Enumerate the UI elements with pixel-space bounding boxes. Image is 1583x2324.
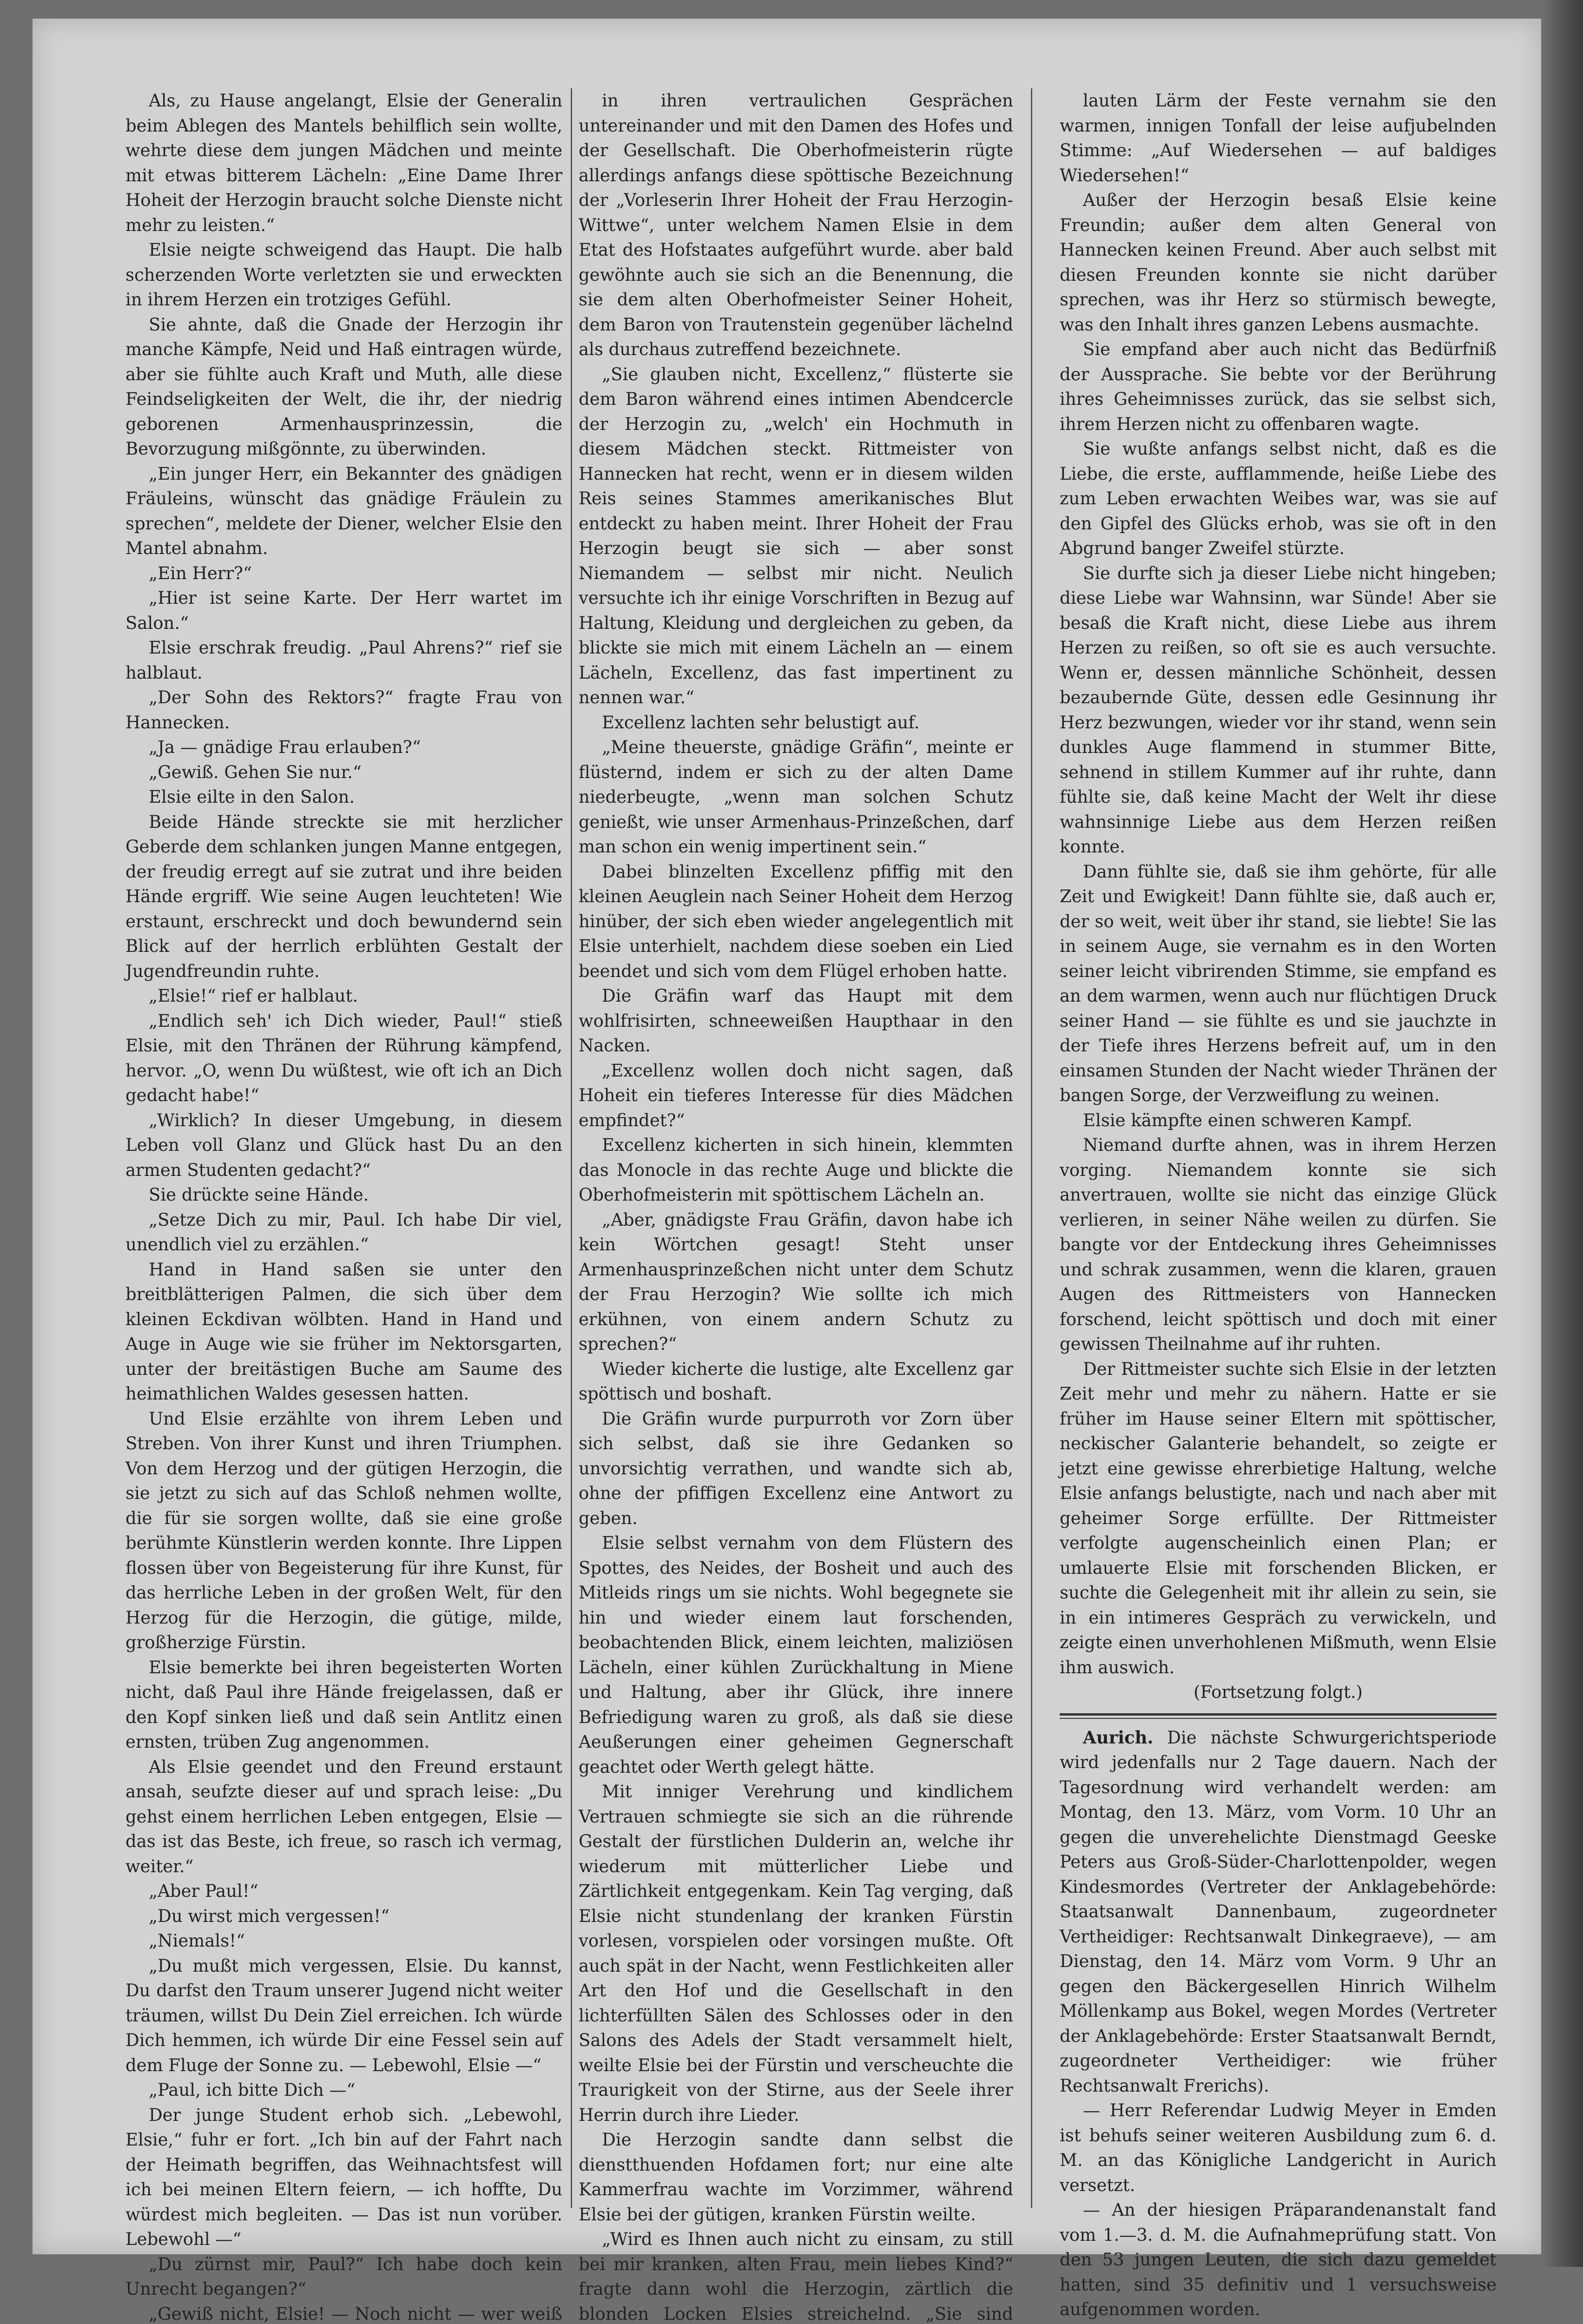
paragraph: „Du zürnst mir, Paul?“ Ich habe doch kein Unrecht begangen?“ bbox=[125, 2252, 562, 2302]
news-items bbox=[1060, 2098, 1497, 2324]
paragraph: Elsie eilte in den Salon. bbox=[125, 785, 562, 810]
paragraph: „Aber, gnädigste Frau Gräfin, davon habe ich kein Wörtchen gesagt! Steht unser Armenhausprinzeßchen nicht unter dem Schutz der Frau Herzogin? Wie sollte ich mich erkühnen, von einem andern Schutz zu sprechen?“ bbox=[579, 1208, 1013, 1357]
paragraph: Hand in Hand saßen sie unter den breitblätterigen Palmen, die sich über dem kleinen Eckdivan wölbten. Hand in Hand und Auge in Auge wie sie früher im Nektorsgarten, unter der breitästigen Buche am Saume des heimathlichen Waldes gesessen hatten. bbox=[125, 1257, 562, 1406]
paragraph: Beide Hände streckte sie mit herzlicher Geberde dem schlanken jungen Manne entgegen, der freudig erregt auf sie zutrat und ihre beiden Hände ergriff. Wie seine Augen leuchteten! Wie erstaunt, erschreckt und doch bewundernd sein Blick auf der herrlich erblühten Gestalt der Jugendfreundin ruhte. bbox=[125, 810, 562, 984]
paragraph: Sie drückte seine Hände. bbox=[125, 1182, 562, 1208]
paragraph: Sie ahnte, daß die Gnade der Herzogin ihr manche Kämpfe, Neid und Haß eintragen würde, aber sie fühlte auch Kraft und Muth, alle diese Feindseligkeiten der Welt, die ihr, der niedrig geborenen Armenhausprinzessin, die Bevorzugung mißgönnte, zu überwinden. bbox=[125, 312, 562, 462]
paragraph: Die Gräfin wurde purpurroth vor Zorn über sich selbst, daß sie ihre Gedanken so unvorsichtig verrathen, und wandte sich ab, ohne der pfiffigen Excellenz eine Antwort zu geben. bbox=[579, 1406, 1013, 1531]
paragraph: Als, zu Hause angelangt, Elsie der Generalin beim Ablegen des Mantels behilflich sein wollte, wehrte diese dem jungen Mädchen und meinte mit etwas bitterem Lächeln: „Eine Dame Ihrer Hoheit der Herzogin braucht solche Dienste nicht mehr zu leisten.“ bbox=[125, 88, 562, 238]
news-item-text: Die nächste Schwurgerichtsperiode wird jedenfalls nur 2 Tage dauern. Nach der Tagesordnung wird verhandelt werden: am Montag, den 13. März, vom Vorm. 10 Uhr an gegen die unverehelichte Dienstmagd Geeske Peters aus Groß-Süder-Charlottenpolder, wegen Kindesmordes (Vertreter der Anklagebehörde: Staatsanwalt Dannenbaum, zugeordneter Vertheidiger: Rechtsanwalt Dinkegraeve), — am Dienstag, den 14. März vom Vorm. 9 Uhr an gegen den Bäckergesellen Hinrich Wilhelm Möllenkamp aus Bokel, wegen Mordes (Vertreter der Anklagebehörde: Erster Staatsanwalt Berndt, zugeordneter Vertheidiger: wie früher Rechtsanwalt Frerichs). bbox=[1060, 1728, 1497, 2096]
paragraph: „Endlich seh' ich Dich wieder, Paul!“ stieß Elsie, mit den Thränen der Rührung kämpfend, hervor. „O, wenn Du wüßtest, wie oft ich an Dich gedacht habe!“ bbox=[125, 1009, 562, 1108]
paragraph: Außer der Herzogin besaß Elsie keine Freundin; außer dem alten General von Hannecken keinen Freund. Aber auch selbst mit diesen Freunden konnte sie nicht darüber sprechen, was ihr Herz so stürmisch bewegte, was den Inhalt ihres ganzen Lebens ausmachte. bbox=[1060, 188, 1497, 337]
paragraph: Elsie neigte schweigend das Haupt. Die halb scherzenden Worte verletzten sie und erweckten in ihrem Herzen ein trotziges Gefühl. bbox=[125, 238, 562, 312]
paragraph: „Setze Dich zu mir, Paul. Ich habe Dir viel, unendlich viel zu erzählen.“ bbox=[125, 1208, 562, 1257]
paragraph: Elsie kämpfte einen schweren Kampf. bbox=[1060, 1108, 1497, 1133]
page-edge-shadow bbox=[1541, 0, 1583, 2267]
serial-story-part-4 bbox=[1060, 88, 1497, 1680]
paragraph: Und Elsie erzählte von ihrem Leben und Streben. Von ihrer Kunst und ihren Triumphen. Von dem Herzog und der gütigen Herzogin, die sie jetzt zu sich auf das Schloß nehmen wollte, die für sie sorgen wollte, daß sie eine große berühmte Künstlerin werden konnte. Ihre Lippen flossen über von Begeisterung für ihre Kunst, für das herrliche Leben in der großen Welt, für den Herzog für die Herzogin, die gütige, milde, großherzige Fürstin. bbox=[125, 1406, 562, 1655]
paragraph: „Sie glauben nicht, Excellenz,“ flüsterte sie dem Baron während eines intimen Abendcercle der Herzogin zu, „welch' ein Hochmuth in diesem Mädchen steckt. Rittmeister von Hannecken hat recht, wenn er in diesem wilden Reis seines Stammes amerikanisches Blut entdeckt zu haben meint. Ihrer Hoheit der Frau Herzogin beugt sie sich — aber sonst Niemandem — selbst mir nicht. Neulich versuchte ich ihr einige Vorschriften in Bezug auf Haltung, Kleidung und dergleichen zu geben, da blickte sie mich mit einem Lächeln an — einem Lächeln, Excellenz, das fast impertinent zu nennen war.“ bbox=[579, 362, 1013, 710]
news-place: Aurich. bbox=[1083, 1727, 1153, 1748]
news-item: — Herr Referendar Ludwig Meyer in Emden ist behufs seiner weiteren Ausbildung zum 6. d. M. an das Königliche Landgericht in Aurich versetzt. bbox=[1060, 2098, 1497, 2198]
paragraph: „Ein Herr?“ bbox=[125, 561, 562, 586]
paragraph: Sie durfte sich ja dieser Liebe nicht hingeben; diese Liebe war Wahnsinn, war Sünde! Aber sie besaß die Kraft nicht, diese Liebe aus ihrem Herzen zu reißen, so oft sie es auch versuchte. Wenn er, dessen männliche Schönheit, dessen bezaubernde Güte, dessen edle Gesinnung ihr Herz bezwungen, wieder vor ihr stand, wenn sein dunkles Auge flammend in stummer Bitte, sehnend in stillem Kummer auf ihr ruhte, dann fühlte sie, daß keine Macht der Welt ihr diese wahnsinnige Liebe aus dem Herzen reißen konnte. bbox=[1060, 561, 1497, 859]
paragraph: Die Herzogin sandte dann selbst die dienstthuenden Hofdamen fort; nur eine alte Kammerfrau wachte im Vorzimmer, während Elsie bei der gütigen, kranken Fürstin weilte. bbox=[579, 2127, 1013, 2227]
paragraph: „Paul, ich bitte Dich —“ bbox=[125, 2078, 562, 2103]
paragraph: Die Gräfin warf das Haupt mit dem wohlfrisirten, schneeweißen Haupthaar in den Nacken. bbox=[579, 984, 1013, 1058]
serial-story-part-1 bbox=[125, 88, 562, 2324]
paragraph: „Wirklich? In dieser Umgebung, in diesem Leben voll Glanz und Glück hast Du an den armen Studenten gedacht?“ bbox=[125, 1108, 562, 1183]
column-rule-1 bbox=[571, 88, 572, 2208]
paragraph: „Gewiß. Gehen Sie nur.“ bbox=[125, 760, 562, 785]
paragraph: „Ein junger Herr, ein Bekannter des gnädigen Fräuleins, wünscht das gnädige Fräulein zu sprechen“, meldete der Diener, welcher Elsie den Mantel abnahm. bbox=[125, 462, 562, 561]
paragraph: Der Rittmeister suchte sich Elsie in der letzten Zeit mehr und mehr zu nähern. Hatte er sie früher im Hause seiner Eltern mit spöttischer, neckischer Galanterie behandelt, so zeigte er jetzt eine gewisse ehrerbietige Haltung, welche Elsie anfangs belustigte, nach und nach aber mit geheimer Sorge erfüllte. Der Rittmeister verfolgte augenscheinlich einen Plan; er umlauerte Elsie mit forschenden Blicken, er suchte die Gelegenheit mit ihr allein zu sein, sie in ein intimeres Gespräch zu verwickeln, und zeigte einen unverhohlenen Mißmuth, wenn Elsie ihm auswich. bbox=[1060, 1357, 1497, 1680]
news-item bbox=[1060, 2322, 1497, 2324]
continued-note: (Fortsetzung folgt.) bbox=[1060, 1680, 1497, 1705]
paragraph: „Du wirst mich vergessen!“ bbox=[125, 1904, 562, 1929]
paragraph: Wieder kicherte die lustige, alte Excellenz gar spöttisch und boshaft. bbox=[579, 1357, 1013, 1406]
paragraph: „Niemals!“ bbox=[125, 1928, 562, 1954]
paragraph: „Du mußt mich vergessen, Elsie. Du kannst, Du darfst den Traum unserer Jugend nicht weiter träumen, willst Du Dein Ziel erreichen. Ich würde Dich hemmen, ich würde Dir eine Fessel sein auf dem Fluge der Sonne zu. — Lebewohl, Elsie —“ bbox=[125, 1954, 562, 2078]
paragraph: Elsie bemerkte bei ihren begeisterten Worten nicht, daß Paul ihre Hände freigelassen, daß er den Kopf sinken ließ und daß sein Antlitz einen ernsten, trüben Zug angenommen. bbox=[125, 1655, 562, 1755]
paragraph: Sie wußte anfangs selbst nicht, daß es die Liebe, die erste, aufflammende, heiße Liebe des zum Leben erwachten Weibes war, was sie auf den Gipfel des Glücks erhob, was sie oft in den Abgrund banger Zweifel stürzte. bbox=[1060, 436, 1497, 561]
paragraph: „Excellenz wollen doch nicht sagen, daß Hoheit ein tieferes Interesse für dies Mädchen empfindet?“ bbox=[579, 1058, 1013, 1133]
paragraph: Elsie selbst vernahm von dem Flüstern des Spottes, des Neides, der Bosheit und auch des Mitleids rings um sie nichts. Wohl begegnete sie hin und wieder einem laut forschenden, beobachtenden Blick, einem leichten, maliziösen Lächeln, einer kühlen Zurückhaltung in Miene und Haltung, aber ihr Glück, ihre innere Befriedigung waren zu groß, als daß sie diese Aeußerungen einer geheimen Gegnerschaft geachtet oder Werth gelegt hätte. bbox=[579, 1531, 1013, 1779]
news-first-item bbox=[1060, 1725, 1497, 2099]
paragraph: „Der Sohn des Rektors?“ fragte Frau von Hannecken. bbox=[125, 685, 562, 735]
section-separator bbox=[1060, 1713, 1497, 1719]
paragraph: „Ja — gnädige Frau erlauben?“ bbox=[125, 735, 562, 760]
column-rule-2 bbox=[1031, 88, 1032, 2208]
paragraph: Excellenz kicherten in sich hinein, klemmten das Monocle in das rechte Auge und blickte die Oberhofmeisterin mit spöttischem Lächeln an. bbox=[579, 1133, 1013, 1208]
paragraph: „Gewiß nicht, Elsie! — Noch nicht — wer weiß bbox=[125, 2302, 562, 2324]
paragraph: Mit inniger Verehrung und kindlichem Vertrauen schmiegte sie sich an die rührende Gestalt der fürstlichen Dulderin an, welche ihr wiederum mit mütterlicher Liebe und Zärtlichkeit entgegenkam. Kein Tag verging, daß Elsie nicht stundenlang der kranken Fürstin vorlesen, vorspielen oder vorsingen mußte. Oft auch spät in der Nacht, wenn Festlichkeiten aller Art den Hof und die Gesellschaft in den lichterfüllten Sälen des Schlosses oder in den Salons des Adels der Stadt versammelt hielt, weilte Elsie bei der Fürstin und verscheuchte die Traurigkeit von der Stirne, aus der Seele ihrer Herrin durch ihre Lieder. bbox=[579, 1779, 1013, 2127]
paragraph: lauten Lärm der Feste vernahm sie den warmen, innigen Tonfall der leise aufjubelnden Stimme: „Auf Wiedersehen — auf baldiges Wiedersehen!“ bbox=[1060, 88, 1497, 188]
paragraph: „Elsie!“ rief er halblaut. bbox=[125, 984, 562, 1009]
serial-story-part-3 bbox=[579, 88, 1013, 2324]
paragraph: Dabei blinzelten Excellenz pfiffig mit den kleinen Aeuglein nach Seiner Hoheit dem Herzog hinüber, der sich eben wieder angelegentlich mit Elsie unterhielt, nachdem diese soeben ein Lied beendet und sich vom dem Flügel erhoben hatte. bbox=[579, 859, 1013, 984]
paragraph: Niemand durfte ahnen, was in ihrem Herzen vorging. Niemandem konnte sie sich anvertrauen, wollte sie nicht das einzige Glück verlieren, in seiner Nähe weilen zu dürfen. Sie bangte vor der Entdeckung ihres Geheimnisses und schrak zusammen, wenn die klaren, grauen Augen des Rittmeisters von Hannecken forschend, leicht spöttisch und doch mit einer gewissen Theilnahme auf ihr ruhten. bbox=[1060, 1133, 1497, 1357]
paragraph: „Meine theuerste, gnädige Gräfin“, meinte er flüsternd, indem er sich zu der alten Dame niederbeugte, „wenn man solchen Schutz genießt, wie unser Armenhaus-Prinzeßchen, darf man schon ein wenig impertinent sein.“ bbox=[579, 735, 1013, 859]
paragraph: Dann fühlte sie, daß sie ihm gehörte, für alle Zeit und Ewigkeit! Dann fühlte sie, daß auch er, der so weit, weit über ihr stand, sie liebte! Sie las in seinem Auge, sie vernahm es in den Worten seiner leicht vibrirenden Stimme, sie empfand es an dem warmen, wenn auch nur flüchtigen Druck seiner Hand — sie fühlte es und sie jauchzte in der Tiefe ihres Herzens befreit auf, um in den einsamen Stunden der Nacht wieder Thränen der bangen Sorge, der Verzweiflung zu weinen. bbox=[1060, 859, 1497, 1108]
news-item: — An der hiesigen Präparandenanstalt fand vom 1.—3. d. M. die Aufnahmeprüfung statt. Von den 53 jungen Leuten, die sich dazu gemeldet hatten, sind 35 definitiv und 1 versuchsweise aufgenommen worden. bbox=[1060, 2198, 1497, 2322]
column-3 bbox=[1060, 88, 1497, 2208]
paragraph: in ihren vertraulichen Gesprächen untereinander und mit den Damen des Hofes und der Gesellschaft. Die Oberhofmeisterin rügte allerdings anfangs diese spöttische Bezeichnung der „Vorleserin Ihrer Hoheit der Frau Herzogin-Wittwe“, unter welchem Namen Elsie in dem Etat des Hofstaates aufgeführt wurde. aber bald gewöhnte auch sie sich an die Benennung, die sie dem alten Oberhofmeister Seiner Hoheit, dem Baron von Trautenstein gegenüber lächelnd als durchaus zutreffend bezeichnete. bbox=[579, 88, 1013, 362]
paragraph: Elsie erschrak freudig. „Paul Ahrens?“ rief sie halblaut. bbox=[125, 635, 562, 685]
paragraph: Der junge Student erhob sich. „Lebewohl, Elsie,“ fuhr er fort. „Ich bin auf der Fahrt nach der Heimath begriffen, das Weihnachtsfest will ich bei meinen Eltern feiern, — ich hoffte, Du würdest mich begleiten. — Das ist nun vorüber. Lebewohl —“ bbox=[125, 2103, 562, 2252]
column-1 bbox=[125, 88, 562, 2208]
paragraph: Excellenz lachten sehr belustigt auf. bbox=[579, 710, 1013, 735]
paragraph: Sie empfand aber auch nicht das Bedürfniß der Aussprache. Sie bebte vor der Berührung ihres Geheimnisses zurück, das sie selbst sich, ihrem Herzen nicht zu offenbaren wagte. bbox=[1060, 337, 1497, 436]
paragraph: Als Elsie geendet und den Freund erstaunt ansah, seufzte dieser auf und sprach leise: „Du gehst einem herrlichen Leben entgegen, Elsie — das ist das Beste, ich freue, so rasch ich vermag, weiter.“ bbox=[125, 1755, 562, 1879]
column-2 bbox=[579, 88, 1013, 2208]
paragraph: „Wird es Ihnen auch nicht zu einsam, zu still bei mir kranken, alten Frau, mein liebes Kind?“ fragte dann wohl die Herzogin, zärtlich die blonden Locken Elsies streichelnd. „Sie sind bbox=[579, 2227, 1013, 2324]
paragraph: „Hier ist seine Karte. Der Herr wartet im Salon.“ bbox=[125, 586, 562, 635]
paragraph: „Aber Paul!“ bbox=[125, 1879, 562, 1904]
